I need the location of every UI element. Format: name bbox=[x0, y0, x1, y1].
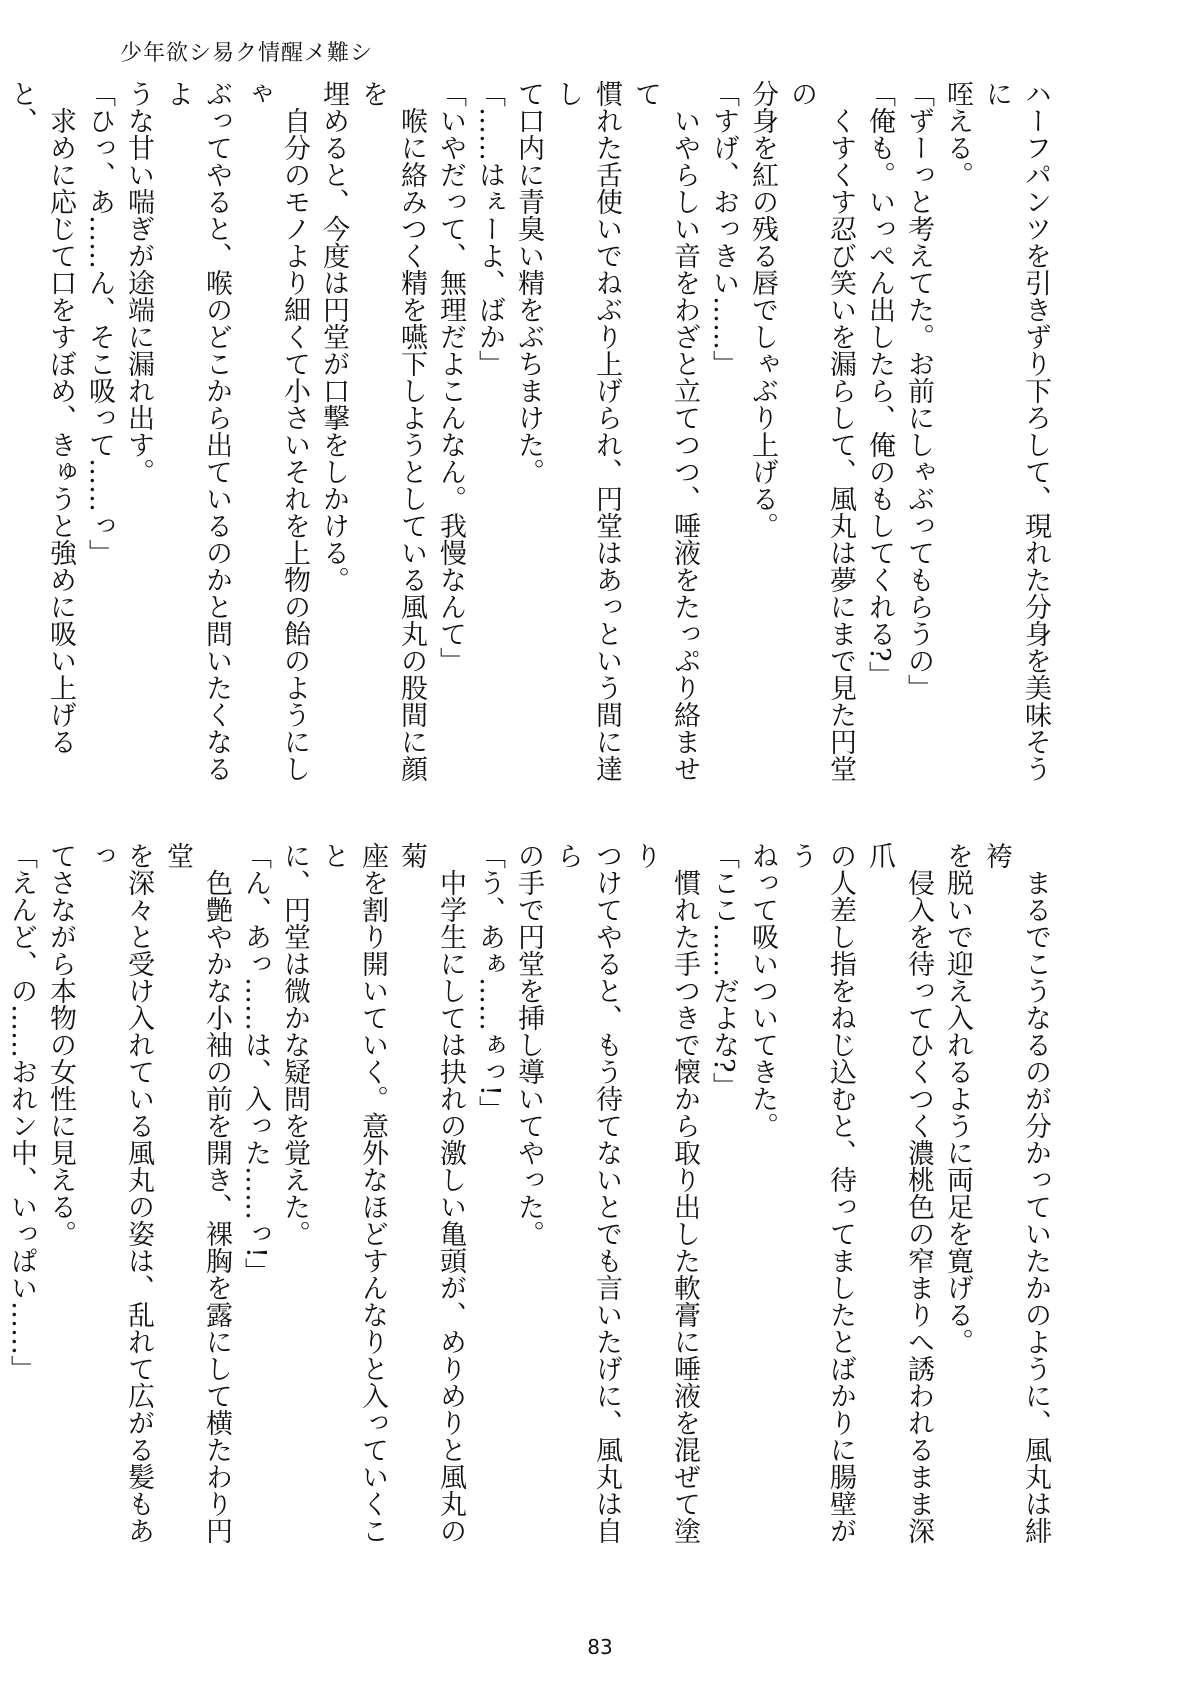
text-line: 慣れた手つきで懐から取り出した軟膏に唾液を混ぜて塗り bbox=[630, 842, 700, 1544]
text-line: 「ひっ、あ……ん、そこ吸って……っ」 bbox=[84, 80, 115, 566]
text-line: うな甘い喘ぎが途端に漏れ出す。 bbox=[123, 80, 154, 485]
text-line: 「ここ……だよな?」 bbox=[708, 842, 739, 1100]
text-line bbox=[0, 842, 2, 1550]
text-line: て口内に青臭い精をぶちまけた。 bbox=[513, 80, 544, 485]
text-line: 「いやだって、無理だよこんなん。我慢なんて」 bbox=[435, 80, 466, 674]
text-line: 色艶やかな小袖の前を開き、裸胸を露にして横たわり円堂 bbox=[162, 842, 232, 1544]
text-line: 分身を紅の残る唇でしゃぶり上げる。 bbox=[747, 80, 778, 539]
text-line: 自分のモノより細くて小さいそれを上物の飴のようにしゃ bbox=[240, 80, 310, 782]
text-line: つけてやると、もう待てないとでも言いたげに、風丸は自ら bbox=[552, 842, 622, 1544]
text-line: 「えんど、の……おれン中、いっぱい……」 bbox=[6, 842, 37, 1382]
text-line: ハーフパンツを引きずり下ろして、現れた分身を美味そうに bbox=[981, 80, 1051, 782]
text-line: 「う、あぁ……ぁっ!」 bbox=[474, 842, 505, 1123]
text-line: いやらしい音をわざと立てつつ、唾液をたっぷり絡ませて bbox=[630, 80, 700, 782]
text-line: 埋めると、今度は円堂が口撃をしかける。 bbox=[318, 80, 349, 593]
text-line: 侵入を待ってひくつく濃桃色の窄まりへ誘われるまま深爪 bbox=[864, 842, 934, 1544]
text-line: 慣れた舌使いでねぶり上げられ、円堂はあっという間に達し bbox=[552, 80, 622, 782]
text-line: を脱いで迎え入れるように両足を寛げる。 bbox=[942, 842, 973, 1355]
lower-text-block bbox=[6, 842, 1055, 1550]
text-line: まるでこうなるのが分かっていたかのように、風丸は緋袴 bbox=[981, 842, 1051, 1544]
text-line: ねって吸いついてきた。 bbox=[747, 842, 778, 1139]
text-line: 「ん、あっ……は、入った……っ!」 bbox=[240, 842, 271, 1285]
page-number: 83 bbox=[587, 1635, 613, 1659]
text-line: を深々と受け入れている風丸の姿は、乱れて広がる髪もあっ bbox=[84, 842, 154, 1544]
text-line: くすくす忍び笑いを漏らして、風丸は夢にまで見た円堂の bbox=[786, 80, 856, 782]
text-line: 「すげ、おっきい……」 bbox=[708, 80, 739, 377]
text-line: てさながら本物の女性に見える。 bbox=[45, 842, 76, 1247]
running-header: 少年欲シ易ク情醒メ難シ bbox=[120, 41, 374, 66]
text-line: に、円堂は微かな疑問を覚えた。 bbox=[279, 842, 310, 1247]
text-line: 喉に絡みつく精を嚥下しようとしている風丸の股間に顔を bbox=[357, 80, 427, 782]
text-line: 中学生にしては抉れの激しい亀頭が、めりめりと風丸の菊 bbox=[396, 842, 466, 1544]
text-line: 求めに応じて口をすぼめ、きゅうと強めに吸い上げると、 bbox=[6, 80, 76, 755]
text-line: 咥える。 bbox=[942, 80, 973, 188]
text-line: 「ずーっと考えてた。お前にしゃぶってもらうの」 bbox=[903, 80, 934, 701]
text-line: 「俺も。いっぺん出したら、俺のもしてくれる?」 bbox=[864, 80, 895, 689]
text-line: の人差し指をねじ込むと、待ってましたとばかりに腸壁がう bbox=[786, 842, 856, 1544]
text-line bbox=[0, 80, 2, 788]
text-line: 「……はぇーよ、ばか」 bbox=[474, 80, 505, 377]
text-line: 座を割り開いていく。意外なほどすんなりと入っていくこと bbox=[318, 842, 388, 1544]
text-line: の手で円堂を挿し導いてやった。 bbox=[513, 842, 544, 1247]
text-line: ぶってやると、喉のどこから出ているのかと問いたくなるよ bbox=[162, 80, 232, 782]
upper-text-block bbox=[6, 80, 1055, 788]
